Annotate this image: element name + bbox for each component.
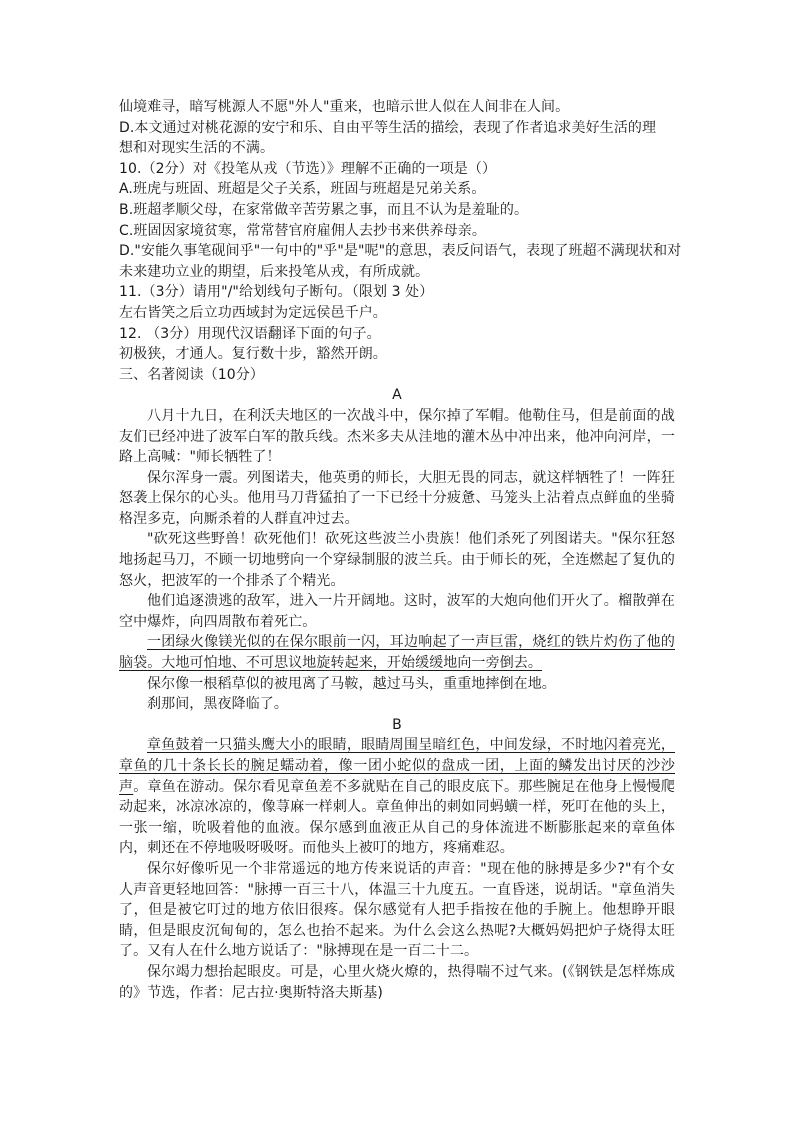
exam-page <box>119 97 682 1003</box>
q9-option-c-tail: 仙境难寻，暗写桃源人不愿"外人"重来，也暗示世人似在人间非在人间。 <box>119 99 570 115</box>
q12-sentence: 初极狭，才通人。复行数十步，豁然开朗。 <box>119 346 387 363</box>
q11-stem: 11.（3分）请用"/"给划线句子断句。（限划 3 处） <box>119 284 434 301</box>
passage-a-paragraph-1: 八月十九日，在利沃夫地区的一次战斗中，保尔掉了军帽。他勒住马，但是前面的战友们已经冲进了波军白军的散兵线。杰米多夫从洼地的灌木丛中冲出来，他冲向河岸，一路上高喊："师长牺牲了！ <box>119 407 675 466</box>
passage-a-paragraph-3: "砍死这些野兽！砍死他们！砍死这些波兰小贵族！他们杀死了列图诺夫。"保尔狂怒地扬起马刀，不顾一切地劈向一个穿绿制服的波兰兵。由于师长的死，全连燃起了复仇的怒火，把波军的一个排杀了个精光。 <box>119 531 675 589</box>
passage-a-paragraph-7: 刹那间，黑夜降临了。 <box>147 696 288 713</box>
passage-a-paragraph-6: 保尔像一根稻草似的被甩离了马鞍，越过马头，重重地摔倒在地。 <box>147 675 556 692</box>
section-title: 三、名著阅读（10分） <box>119 366 264 383</box>
passage-a-paragraph-2: 保尔浑身一震。列图诺夫，他英勇的师长，大胆无畏的同志，就这样牺牲了！一阵狂怒袭上保尔的心头。他用马刀背猛拍了一下已经十分疲惫、马笼头上沾着点点鲜血的坐骑格涅多克，向厮杀着的人群直冲过去。 <box>119 469 675 527</box>
passage-b-paragraph-1-rest: 。章鱼在游动。保尔看见章鱼差不多就贴在自己的眼皮底下。那些腕足在他身上慢慢爬动起来，冰凉冰凉的，像荨麻一样刺人。章鱼伸出的刺如同蚂蟥一样，死叮在他的头上，一张一缩，吮吸着他的血液。保尔感到血液正从自己的身体流进不断膨胀起来的章鱼体内，刺还在不停地吸呀吸呀。而他头上被叮的地方，疼痛难忍。 <box>119 778 675 857</box>
q9-option-d-line1: D.本文通过对桃花源的安宁和乐、自由平等生活的描绘，表现了作者追求美好生活的理 <box>119 119 657 136</box>
passage-b-label: B <box>392 716 402 733</box>
q10-option-d-line1: D."安能久事笔砚间乎"一句中的"乎"是"呢"的意思，表反问语气，表现了班超不满现状和对 <box>119 243 682 260</box>
q12-stem: 12. （3分）用现代汉语翻译下面的句子。 <box>119 325 381 342</box>
passage-b-paragraph-3: 保尔竭力想抬起眼皮。可是，心里火烧火燎的，热得喘不过气来。(《钢铁是怎样炼成的》节选，作者：尼古拉·奥斯特洛夫斯基) <box>119 963 675 1001</box>
q10-option-a: A.班虎与班固、班超是父子关系，班固与班超是兄弟关系。 <box>119 181 486 198</box>
q10-option-d-line2: 未来建功立业的期望，后来投笔从戎，有所成就。 <box>119 263 430 280</box>
passage-a-paragraph-4: 他们追逐溃逃的敌军，进入一片开阔地。这时，波军的大炮向他们开火了。榴散弹在空中爆炸，向四周散布着死亡。 <box>119 593 675 630</box>
underlined-sentence-b: 章鱼鼓着一只猫头鹰大小的眼睛，眼睛周围呈暗红色，中间发绿，不时地闪着亮光，章鱼的几十条长长的腕足蠕动着，像一团小蛇似的盘成一团，上面的鳞发出讨厌的沙沙声 <box>119 737 675 795</box>
underlined-sentence-a: 一团绿火像镁光似的在保尔眼前一闪，耳边响起了一声巨雷，烧红的铁片灼伤了他的脑袋。大地可怕地、不可思议地旋转起来，开始缓缓地向一旁倒去。 <box>119 634 675 672</box>
q11-sentence: 左右皆笑之后立功西域封为定远侯邑千户。 <box>119 304 387 321</box>
q9-option-d-line2: 想和对现实生活的不满。 <box>119 140 275 157</box>
q10-option-c: C.班固因家境贫寒，常常替官府雇佣人去抄书来供养母亲。 <box>119 222 486 239</box>
q10-stem: 10.（2分）对《投笔从戎（节选）》理解不正确的一项是（） <box>119 160 497 177</box>
passage-b-paragraph-1 <box>119 735 675 859</box>
passage-a-label: A <box>392 387 402 404</box>
passage-b-paragraph-2: 保尔好像听见一个非常遥远的地方传来说话的声音："现在他的脉搏是多少?"有个女人声音更轻地回答："脉搏一百三十八，体温三十九度五。一直昏迷，说胡话。"章鱼消失了，但是被它叮过的地方依旧很疼。保尔感觉有人把手指按在他的手腕上。他想睁开眼睛，但是眼皮沉甸甸的，怎么也抬不起来。为什么会这么热呢?大概妈妈把炉子烧得太旺了。又有人在什么地方说话了："脉搏现在是一百二十二。 <box>119 860 675 960</box>
passage-a-paragraph-5 <box>119 632 675 673</box>
q10-option-b: B.班超孝顺父母，在家常做辛苦劳累之事，而且不认为是羞耻的。 <box>119 201 529 218</box>
